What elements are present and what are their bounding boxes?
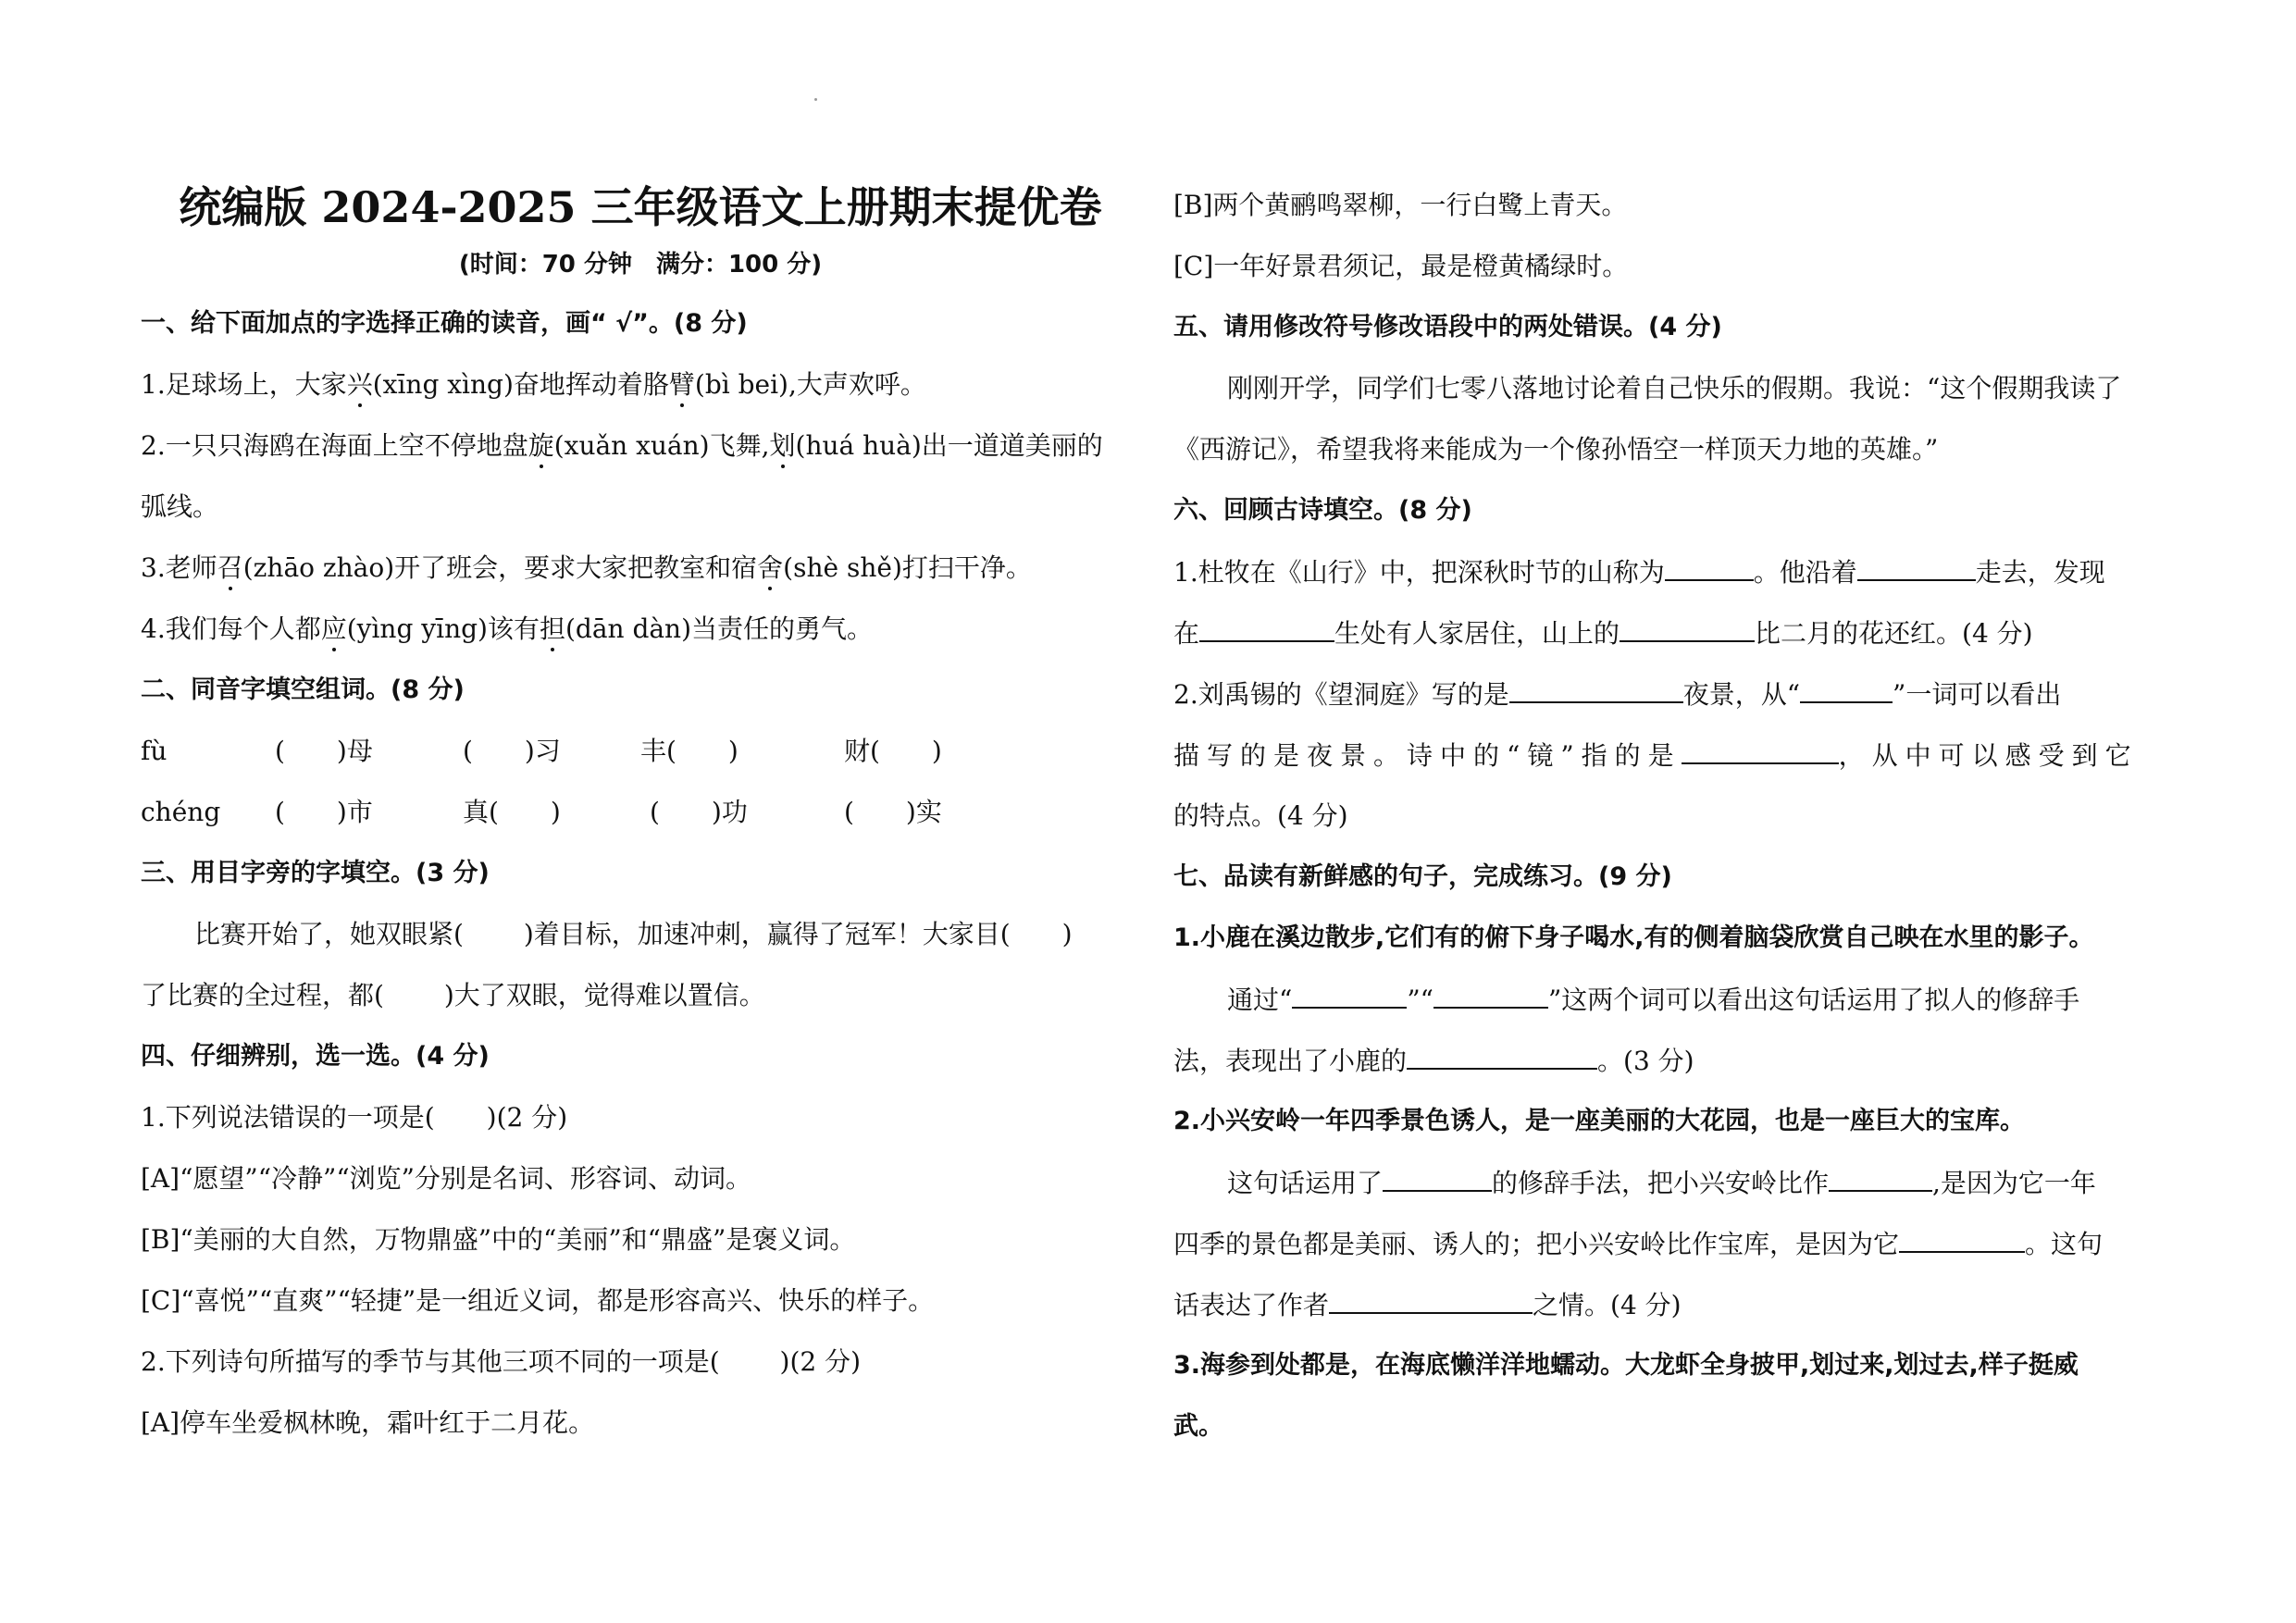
answer-blank[interactable] xyxy=(1383,1164,1492,1192)
q4-option-c: [C]“喜悦”“直爽”“轻捷”是一组近义词，都是形容高兴、快乐的样子。 xyxy=(141,1285,935,1316)
q3-heading: 三、用目字旁的字填空。(3 分) xyxy=(141,859,490,887)
q3-line-2: 了比赛的全过程，都( )大了双眼，觉得难以置信。 xyxy=(141,980,765,1010)
q2-blank: 财( ) xyxy=(844,736,942,766)
q1-item-2-cont: 弧线。 xyxy=(141,491,219,522)
answer-blank[interactable] xyxy=(1620,614,1755,642)
q5-line-2: 《西游记》，希望我将来能成为一个像孙悟空一样顶天力地的英雄。” xyxy=(1173,434,1939,465)
answer-blank[interactable] xyxy=(1292,981,1407,1009)
q4-option-a: [A]“愿望”“冷静”“浏览”分别是名词、形容词、动词。 xyxy=(141,1163,751,1194)
answer-blank[interactable] xyxy=(1329,1286,1533,1314)
q5-line-1: 刚刚开学，同学们七零八落地讨论着自己快乐的假期。我说：“这个假期我读了 xyxy=(1227,373,2122,403)
q1-item-3: 3.老师召(zhāo zhào)开了班会，要求大家把教室和宿舍(shè shě)打扫干净。 xyxy=(141,550,1032,587)
q4-option-b: [B]“美丽的大自然，万物鼎盛”中的“美丽”和“鼎盛”是褒义词。 xyxy=(141,1224,856,1255)
q2-blank: ( )习 xyxy=(463,736,561,766)
q7-sentence-1: 1.小鹿在溪边散步,它们有的俯下身子喝水,有的侧着脑袋欣赏自己映在水里的影子。 xyxy=(1173,923,2094,952)
answer-blank[interactable] xyxy=(1407,1042,1597,1070)
q7-s1-line-2: 法，表现出了小鹿的 。(3 分) xyxy=(1173,1042,1694,1079)
answer-blank[interactable] xyxy=(1665,553,1754,581)
q6-line-3: 2.刘禹锡的《望洞庭》写的是 夜景，从“ ”一词可以看出 xyxy=(1173,675,2061,712)
q7-sentence-3-cont: 武。 xyxy=(1173,1412,1223,1441)
answer-blank[interactable] xyxy=(1433,981,1548,1009)
q2-pinyin-fu: fù xyxy=(141,736,168,766)
q7-s1-line-1: 通过“ ”“ ”这两个词可以看出这句话运用了拟人的修辞手 xyxy=(1227,981,2079,1018)
q6-line-2: 在 生处有人家居住，山上的 比二月的花还红。(4 分) xyxy=(1173,614,2033,651)
q6-line-4: 描写的是夜景。诗中的“镜”指的是 ，从中可以感受到它 xyxy=(1173,737,2139,774)
answer-blank[interactable] xyxy=(1199,614,1334,642)
q4-option-a: [A]停车坐爱枫林晚，霜叶红于二月花。 xyxy=(141,1407,595,1438)
q6-line-5: 的特点。(4 分) xyxy=(1173,800,1348,831)
page-title: 统编版 2024-2025 三年级语文上册期末提优卷 xyxy=(179,182,1102,232)
answer-blank[interactable] xyxy=(1800,675,1893,703)
q6-line-1: 1.杜牧在《山行》中，把深秋时节的山称为 。他沿着 走去，发现 xyxy=(1173,553,2105,590)
page-subtitle: (时间：70 分钟 满分：100 分) xyxy=(458,251,823,279)
q2-blank: 丰( ) xyxy=(640,736,738,766)
q4-option-b: [B]两个黄鹂鸣翠柳，一行白鹭上青天。 xyxy=(1173,190,1628,220)
answer-blank[interactable] xyxy=(1509,675,1683,703)
answer-blank[interactable] xyxy=(1829,1164,1932,1192)
answer-blank[interactable] xyxy=(1899,1225,2025,1253)
q3-line-1: 比赛开始了，她双眼紧( )着目标，加速冲刺，赢得了冠军！大家目( ) xyxy=(194,919,1073,949)
q2-blank: 真( ) xyxy=(463,797,561,827)
q2-blank: ( )市 xyxy=(275,797,373,827)
q2-heading: 二、同音字填空组词。(8 分) xyxy=(141,675,465,704)
q7-heading: 七、品读有新鲜感的句子，完成练习。(9 分) xyxy=(1173,862,1672,891)
q6-heading: 六、回顾古诗填空。(8 分) xyxy=(1173,496,1472,525)
q1-item-2: 2.一只只海鸥在海面上空不停地盘旋(xuǎn xuán)飞舞,划(huá huà)出一道道美丽的 xyxy=(141,427,1103,465)
q4-heading: 四、仔细辨别，选一选。(4 分) xyxy=(141,1042,490,1071)
q4-option-c: [C]一年好景君须记，最是橙黄橘绿时。 xyxy=(1173,251,1629,281)
q2-row-2 xyxy=(141,794,1140,831)
q7-sentence-2: 2.小兴安岭一年四季景色诱人，是一座美丽的大花园，也是一座巨大的宝库。 xyxy=(1173,1107,2026,1135)
answer-blank[interactable] xyxy=(1857,553,1976,581)
q4-sub-2: 2.下列诗句所描写的季节与其他三项不同的一项是( )(2 分) xyxy=(141,1346,862,1377)
q1-heading: 一、给下面加点的字选择正确的读音，画“ √”。(8 分) xyxy=(141,309,748,338)
q2-blank: ( )功 xyxy=(650,797,748,827)
q7-s2-line-2: 四季的景色都是美丽、诱人的；把小兴安岭比作宝库，是因为它 。这句 xyxy=(1173,1225,2103,1262)
q7-s2-line-1: 这句话运用了 的修辞手法，把小兴安岭比作 ,是因为它一年 xyxy=(1227,1164,2096,1201)
q2-pinyin-cheng: chéng xyxy=(141,797,221,827)
q5-heading: 五、请用修改符号修改语段中的两处错误。(4 分) xyxy=(1173,313,1722,341)
q2-row-1 xyxy=(141,733,1140,770)
answer-blank[interactable] xyxy=(1682,737,1839,764)
scan-speck xyxy=(814,98,817,101)
q2-blank: ( )母 xyxy=(275,736,373,766)
q4-sub-1: 1.下列说法错误的一项是( )(2 分) xyxy=(141,1102,568,1133)
q2-blank: ( )实 xyxy=(844,797,942,827)
q1-item-1: 1.足球场上，大家兴(xīng xìng)奋地挥动着胳臂(bì bei),大声欢呼。 xyxy=(141,366,926,403)
q1-item-4: 4.我们每个人都应(yìng yīng)该有担(dān dàn)当责任的勇气。 xyxy=(141,611,873,648)
q7-sentence-3: 3.海参到处都是，在海底懒洋洋地蠕动。大龙虾全身披甲,划过来,划过去,样子挺威 xyxy=(1173,1351,2079,1380)
q7-s2-line-3: 话表达了作者 之情。(4 分) xyxy=(1173,1286,1682,1323)
